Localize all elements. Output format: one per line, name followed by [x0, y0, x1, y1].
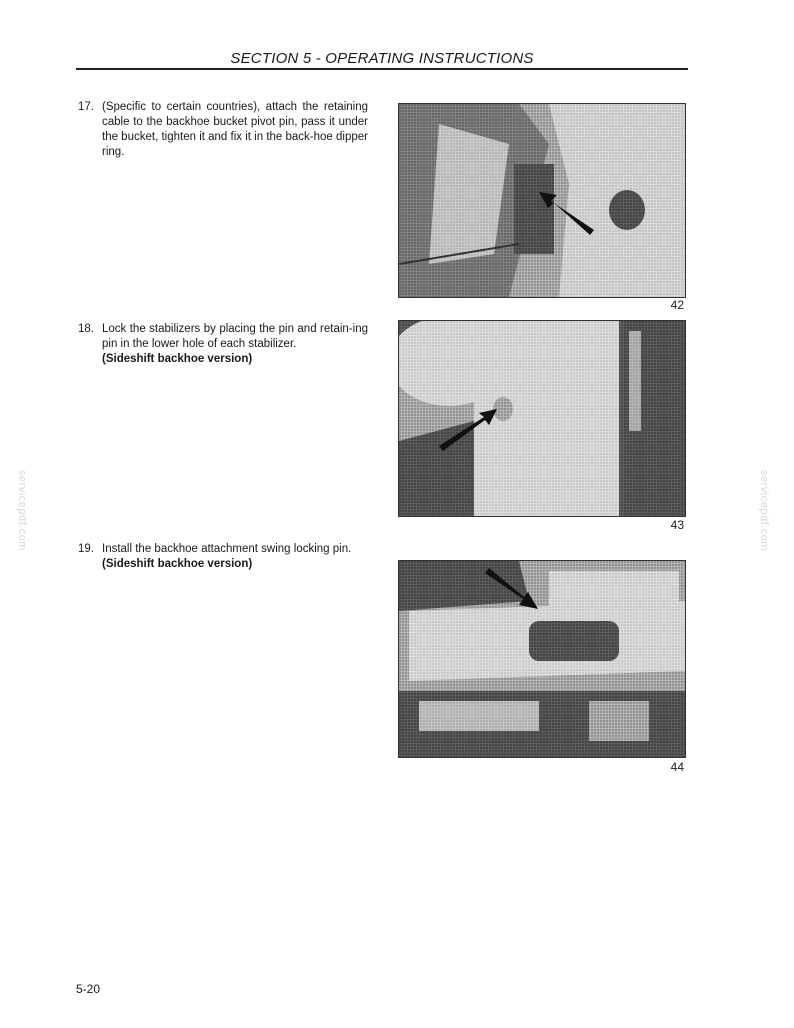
header-divider — [76, 68, 688, 70]
step-number: 18. — [78, 323, 94, 335]
step-text: Install the backhoe attachment swing locking pin. — [102, 543, 352, 555]
watermark-right: servicepdf.com — [758, 470, 770, 551]
figure-43-photo — [398, 320, 686, 517]
figure-44-photo — [398, 560, 686, 758]
figure-44-number: 44 — [670, 760, 684, 774]
step-18 — [78, 322, 368, 367]
step-19 — [78, 542, 368, 572]
step-note: (Sideshift backhoe version) — [102, 353, 253, 365]
figure-42-photo — [398, 103, 686, 298]
figure-42-number: 42 — [670, 298, 684, 312]
page-number: 5-20 — [76, 982, 101, 996]
step-note: (Sideshift backhoe version) — [102, 558, 253, 570]
step-17 — [78, 100, 368, 160]
figure-43-number: 43 — [670, 518, 684, 532]
watermark-left: servicepdf.com — [16, 470, 28, 551]
section-title: SECTION 5 - OPERATING INSTRUCTIONS — [230, 50, 534, 67]
step-number: 19. — [78, 543, 94, 555]
step-text: Lock the stabilizers by placing the pin and retain-ing pin in the lower hole of each stabilizer. — [102, 323, 368, 350]
step-number: 17. — [78, 101, 94, 113]
step-text: (Specific to certain countries), attach the retaining cable to the backhoe bucket pivot pin, pass it under the bucket, tighten it and fix it in the back-hoe dipper ring. — [102, 101, 368, 158]
